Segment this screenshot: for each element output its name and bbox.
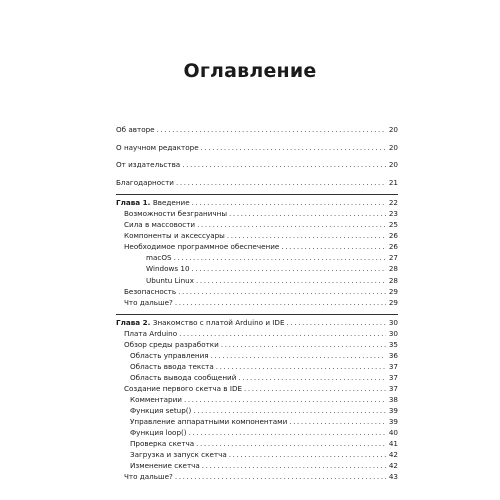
toc-entry [116, 275, 398, 286]
entry-title: Проверка скетча [130, 439, 195, 449]
toc-entry-page: 25 [388, 220, 398, 230]
toc-entry [116, 339, 398, 350]
dot-leader [201, 142, 386, 153]
entry-title: Изменение скетча [130, 461, 200, 471]
dot-leader [196, 438, 386, 449]
dot-leader [176, 177, 386, 188]
chapter-divider [116, 194, 398, 195]
entry-title: Безопасность [124, 286, 177, 296]
toc-entry-label [124, 241, 279, 252]
toc-entry [116, 230, 398, 241]
toc-entry-page: 37 [388, 383, 398, 393]
entry-title: Благодарности [116, 177, 174, 187]
toc-entry-label [116, 317, 285, 328]
toc-entry-page: 39 [388, 406, 398, 416]
toc-entry [116, 449, 398, 460]
table-of-contents [116, 124, 398, 482]
toc-entry [116, 383, 398, 394]
toc-entry-page: 20 [388, 125, 398, 134]
dot-leader [189, 427, 386, 438]
entry-title: macOS [146, 253, 172, 263]
dot-leader [178, 286, 386, 297]
toc-entry-page: 37 [388, 372, 398, 382]
entry-title: Компоненты и аксессуары [124, 231, 225, 241]
toc-entry-page: 36 [388, 350, 398, 360]
dot-leader [175, 297, 386, 308]
toc-entry-label [130, 361, 214, 372]
entry-title: О научном редакторе [116, 142, 199, 152]
toc-entry-page: 41 [388, 439, 398, 449]
dot-leader [192, 197, 386, 208]
toc-entry [116, 252, 398, 263]
toc-entry-page: 35 [388, 339, 398, 349]
toc-entry-label [124, 286, 176, 297]
toc-entry-page: 42 [388, 461, 398, 471]
toc-entry-label [130, 394, 182, 405]
toc-entry [116, 427, 398, 438]
entry-title: Функция setup() [130, 406, 192, 416]
entry-title: Обзор среды разработки [124, 339, 219, 349]
toc-entry [116, 263, 398, 274]
toc-entry-page: 28 [388, 264, 398, 274]
entry-title: Необходимое программное обеспечение [124, 242, 280, 252]
toc-entry-page: 38 [388, 394, 398, 404]
chapter-title: Знакомство с платой Arduino и IDE [152, 317, 285, 327]
dot-leader [193, 405, 386, 416]
toc-entry [116, 438, 398, 449]
toc-entry-page: 42 [388, 450, 398, 460]
toc-entry [116, 361, 398, 372]
toc-entry-label [130, 405, 191, 416]
entry-title: Windows 10 [146, 264, 190, 274]
toc-entry-label [130, 449, 227, 460]
dot-leader [238, 372, 386, 383]
toc-entry [116, 177, 398, 188]
dot-leader [289, 416, 386, 427]
entry-title: Об авторе [116, 125, 155, 134]
toc-entry-page: 27 [388, 253, 398, 263]
dot-leader [216, 361, 386, 372]
toc-entry-page: 29 [388, 286, 398, 296]
dot-leader [157, 124, 386, 135]
toc-entry [116, 416, 398, 427]
toc-entry-label [130, 438, 194, 449]
dot-leader [227, 230, 386, 241]
toc-entry [116, 350, 398, 361]
dot-leader [179, 328, 386, 339]
chapter-title: Введение [152, 198, 190, 208]
entry-title: Область вывода сообщений [130, 372, 237, 382]
entry-title: Создание первого скетча в IDE [124, 383, 243, 393]
entry-title: Комментарии [130, 394, 182, 404]
toc-entry-label [124, 328, 177, 339]
toc-entry-page: 40 [388, 428, 398, 438]
toc-entry [116, 471, 398, 482]
dot-leader [221, 339, 386, 350]
chapter-gap [116, 308, 398, 313]
dot-leader [229, 449, 386, 460]
toc-entry-label [130, 427, 187, 438]
entry-title: Что дальше? [124, 472, 173, 482]
toc-entry-label [146, 263, 190, 274]
dot-leader [174, 252, 386, 263]
toc-entry [116, 197, 398, 208]
entry-title: Плата Arduino [124, 328, 178, 338]
entry-title: Управление аппаратными компонентами [130, 417, 288, 427]
toc-entry-label [124, 383, 242, 394]
toc-entry-label [116, 142, 199, 153]
dot-leader [211, 350, 386, 361]
toc-entry-label [124, 339, 219, 350]
toc-entry-label [130, 350, 209, 361]
toc-entry [116, 317, 398, 328]
entry-title: Ubuntu Linux [146, 275, 194, 285]
entry-title: От издательства [116, 160, 181, 170]
toc-entry-label [124, 230, 225, 241]
toc-entry-page: 39 [388, 417, 398, 427]
toc-entry [116, 405, 398, 416]
toc-entry-page: 37 [388, 361, 398, 371]
toc-entry [116, 219, 398, 230]
toc-entry-label [116, 159, 180, 170]
dot-leader [244, 383, 386, 394]
toc-entry-page: 29 [388, 297, 398, 307]
toc-entry-label [124, 297, 173, 308]
entry-title: Сила в массовости [124, 220, 196, 230]
toc-entry-page: 43 [388, 472, 398, 482]
dot-leader [197, 219, 386, 230]
toc-entry [116, 328, 398, 339]
chapter-divider [116, 314, 398, 315]
toc-entry [116, 208, 398, 219]
toc-entry-page: 20 [388, 160, 398, 170]
toc-entry-label [124, 219, 195, 230]
toc-entry [116, 460, 398, 471]
toc-entry [116, 394, 398, 405]
toc-entry-label [116, 197, 190, 208]
toc-entry-label [130, 460, 200, 471]
toc-entry-label [124, 471, 173, 482]
toc-entry [116, 142, 398, 153]
dot-leader [196, 275, 386, 286]
entry-title: Что дальше? [124, 297, 173, 307]
entry-title: Область ввода текста [130, 361, 214, 371]
dot-leader [175, 471, 386, 482]
entry-title: Загрузка и запуск скетча [130, 450, 227, 460]
toc-entry-page: 30 [388, 317, 398, 327]
dot-leader [182, 159, 386, 170]
toc-entry-label [146, 252, 172, 263]
chapter-number: Глава 1. [116, 198, 153, 208]
entry-title: Область управления [130, 350, 209, 360]
toc-entry [116, 241, 398, 252]
dot-leader [281, 241, 386, 252]
entry-title: Функция loop() [130, 428, 187, 438]
toc-entry-label [130, 372, 236, 383]
page-title: Оглавление [183, 60, 317, 82]
toc-entry [116, 159, 398, 170]
dot-leader [202, 460, 386, 471]
toc-entry-page: 21 [388, 177, 398, 187]
toc-entry-page: 23 [388, 209, 398, 219]
toc-entry-page: 20 [388, 142, 398, 152]
toc-entry-page: 26 [388, 242, 398, 252]
toc-entry-page: 28 [388, 275, 398, 285]
dot-leader [184, 394, 386, 405]
chapter-number: Глава 2. [116, 317, 153, 327]
toc-entry [116, 297, 398, 308]
dot-leader [229, 208, 386, 219]
entry-title: Возможности безграничны [124, 209, 228, 219]
toc-entry [116, 124, 398, 135]
toc-entry-label [146, 275, 194, 286]
toc-entry-label [130, 416, 287, 427]
toc-entry [116, 286, 398, 297]
toc-entry-page: 26 [388, 231, 398, 241]
toc-entry-label [116, 124, 155, 135]
toc-entry-page: 30 [388, 328, 398, 338]
toc-entry [116, 372, 398, 383]
toc-entry-label [116, 177, 174, 188]
dot-leader [192, 263, 386, 274]
toc-entry-page: 22 [388, 198, 398, 208]
toc-entry-label [124, 208, 227, 219]
dot-leader [287, 317, 387, 328]
